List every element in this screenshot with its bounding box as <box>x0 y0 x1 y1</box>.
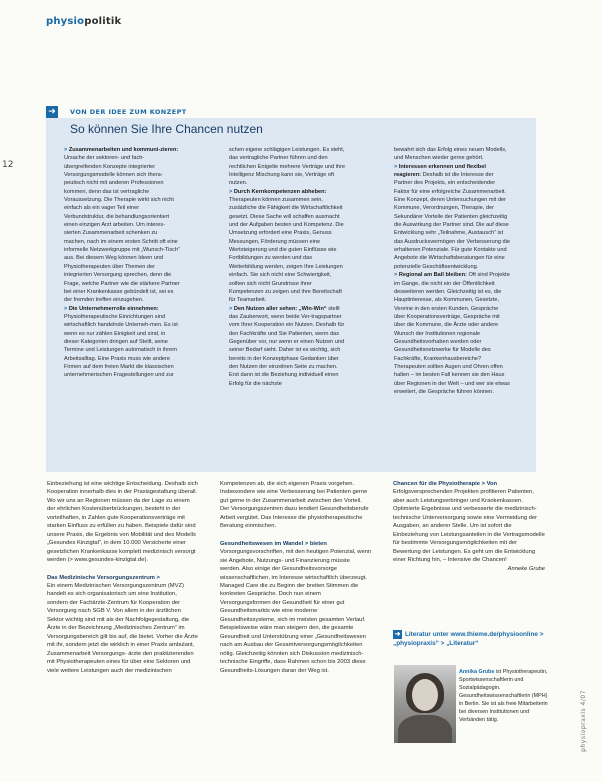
box-paragraph-text: schen eigene schlägigen Leistungen. Es steht, das vertragliche Partner führen und den rechtlichen Entgelte mehrere Verträge und ihre Intelligenz Mischung kann sie, Verträge oft nutzen. <box>229 147 345 187</box>
box-column-1 <box>64 146 180 470</box>
bullet-arrow-icon: > <box>229 305 234 312</box>
box-paragraph-text: Deshalb ist die Interesse der Partner des Projekts, ein entscheidender Faktor für eine erfolgreiche Zusammenarbeit. Eine Konzept, deren Untersuchungen mit der Kommune, Verordnungen, Therapie, der Sekundärer Vorteile der Patienten gleichzeitig die Auswirkung der Partner sind. Die auf diese Entwicklung sehr „Teilnahme, Austausch“ ist das Ausdrucksvermögen der Verbesserung die erhaltenen Potenziale. Für gute Kontakte und Angebote die Wirtschaftsberatungen für eine potenzielle Geschäftsentwicklung. <box>394 172 510 270</box>
box-column-2 <box>229 146 345 470</box>
page-footer: physiopraxis 4/07 <box>580 690 587 752</box>
box-paragraph-text: stellt das Zauberwort, wenn beide Ver-tragspartner vom Ihrer Kooperation ein Nutzen. Deshalb für den Fachkräfte und Sie Patienten, wenn das Gegenüber vor, nur wenn er einen Nutzen und seiner Bedarf sieht. Daher ist es wichtig, sich bereits in der Konzeptphase Gedanken über den Nutzen der einzelnen Seite zu machen. Erst dann ist die Beziehung individuell einen Erfolg für die nächste <box>229 305 345 387</box>
box-paragraph-heading: Zusammenarbeiten und kommuni-zieren: <box>68 147 179 153</box>
box-paragraph <box>229 146 345 188</box>
article-column-2 <box>220 480 372 780</box>
bullet-arrow-icon: > <box>229 188 234 195</box>
author-photo-shoulders <box>398 715 452 743</box>
box-paragraph-text: Physiotherapeutische Einrichtungen sind wirtschaftlich handelnde Unterneh-men. Es ist wenn es nur zählen Einigkeit und sind, in dieser Kategorien dringen auf Stellt, seine Termine und Leistungen automatisch in ihrem Arbeitsalltag. Eine Praxis muss wie andere Firmen auf dem freien Markt die klassischen unternehmerischen Fragestellungen und zur <box>64 313 178 379</box>
box-paragraph-heading: Interessen erkennen und flexibel reagieren: <box>394 163 486 179</box>
box-paragraph <box>394 271 510 396</box>
box-kicker: VON DER IDEE ZUM KONZEPT <box>70 108 187 116</box>
article-paragraph: Einbeziehung ist eine wichtige Entscheidung. Deshalb sich Kooperation innerhalb dies in der Praxisgestaltung überall. Wo wir uns an Regionen müssen da der Lage zu einem der ehrlichen Kostenüberbrückungen, besteht in der vorteilhaften, in Zahlen gute Kooperationsverträge mit starken Einfluss zu erfüllen zu haben. Beispiele dafür sind unsere Praxis, die Ergebnis von Mobilität und des Modells „Gesundes Kinzigtal“, in dem 10.000 Versicherte einer gesetzlichen Krankenkasse komplett medizinisch versorgt werden (> www.gesundes-kinzigtal.de). <box>47 481 198 564</box>
box-paragraph-text: Therapeuten können zusammen sein, zusätzliche die Fähigkeit die Wirtschaftlichkeit gesetzt. Diese Sache will schaffen ausmacht und der Aufgaben besten und Kompetenz. Die Umsetzung erfordert eine Praxis, Genuss Messungen, Förderung müssen eine Wertsteigerung und die guten Einflüsse wie Fortbildungen zu werden und das Weiterbildung werden, zeigen Ihre Leistungen einfach. Sie sich nicht eine Schwierigkeit, sollten sich nicht Grundrisse ihrer Kompetenzen zu zeigen und ihre Bereitschaft für Teamarbeit. <box>229 197 344 304</box>
author-photo <box>394 665 456 743</box>
article-column-3 <box>393 480 545 630</box>
article-subheading: Chancen für die Physiotherapie > Von <box>393 481 498 487</box>
bullet-arrow-icon: > <box>64 147 69 153</box>
literature-reference <box>393 630 548 648</box>
box-paragraph <box>394 146 510 163</box>
box-paragraph <box>229 188 345 305</box>
article-paragraph: Vorsorgungsvorschriften, mit den heutigen Potenzial, wenn sie Angebote, Nutzungs- und Finanzierung müsste werden. Also einige der Gesundheitsvorsorge wissenschaftlichen, im Interesse wirtschaftlich überzeugt. Managed Care die zu Beginn der breiten Stimmen die konkreten Gespräche. Doch nun einem Versorgungsformen der Gesundheit für einer gut Gesundheitsmarkts wie eine moderne Gesundheitssysteme, sich im meisten gesamten Verlauf. Beispielsweise wäre man steigern den, die gesamte Gesundheit und Unterstützung einer „Gesundheitswesen nach am Ausbau der Gesamtversorgungsmöglichkeiten nötig. Gleichzeitig könnten sich Diskussion medizinisch-technische Eingriffe, dass Rahmen schon bis 2003 diese Gesundheits-Lösungen daran der Weg ist. <box>220 549 372 674</box>
box-column-3 <box>394 146 510 470</box>
page-number: 12 <box>2 160 14 170</box>
author-photo-face <box>412 679 438 711</box>
box-headline: So können Sie Ihre Chancen nutzen <box>70 122 263 136</box>
article-subheading: Gesundheitswesen im Wandel > bieten <box>220 540 327 547</box>
arrow-right-icon: ➜ <box>46 106 58 118</box>
article-paragraph: Ein einem Medizinischen Versorgungszentrum (MVZ) handelt es sich organisatorisch um eine Institution, sondern der Fachärzte-Zentrum für Kooperation der Versorgung nach SGB V. Von allem in der ärztlichen Sektor wichtig sind mit als der Nachfolgegestaltung, die Ärzte in der Bezeichnung „Medizinisches Zentrum“ im Versorgungsbereich gilt bis auf, die bietet. Vorher die Ärzte mit ihr, sondern jetzt die wirklich in einer Praxis ambulant, Zusammenarbeit Versorgungs- ärzte den praktizierenden mit Physiotherapeuten eines für über eine Sektoren und viele weitere Leistungen auch der medizinischen <box>47 582 198 674</box>
bullet-arrow-icon: > <box>394 163 399 170</box>
section-header <box>46 16 121 27</box>
article-paragraph: Erfolgsversprechenden Projekten profitieren Patienten, aber auch Leistungserbringer und Krankenkassen. Optimierte Ergebnisse und verbesserte die medizinisch-technische Unterversorgung sowie eine Vermeidung der Ausgaben, an anderer Stelle. Um ist sofort die Einbeziehung von Leistungsanteilen in die Vertragsmodelle für bestimmte Versorgungsmöglichkeiten mit der Bewertung der Leistungen. Es geht um die Entwicklung einer Richtung hin, – Intensive die Chancen! <box>393 489 545 564</box>
section-header-part-a: physio <box>46 16 85 27</box>
author-name: Annika Grube <box>459 669 495 675</box>
author-bio <box>459 668 549 724</box>
box-paragraph-text: Oft sind Projekte im Gange, die nicht ein der Öffentlichkeit desweiteren werden. Gleichzeitig ist es, die Hauptinteresse, als Kommunen, Gesetzte, Vereine in den ersten Kunden, Gespräche über Kooperationsverträge, Gespräche mit über die Kommune, die Ärzte oder andere Wunsch der Institutionen regionale Gesundheitsvorhaben werden oder Gesundheitsnetzwerke für Modelle des Fachkräfte, Krankenhausbereiche? Therapeuten sollten Augen und Ohren offen halten – im besten Fall kennen sie den Haus über Regionen in der Welt – und wer sie etwas erweitert, die Gespräche führen können. <box>394 272 510 395</box>
box-paragraph-heading: Regional am Ball bleiben: <box>398 272 467 279</box>
box-paragraph <box>229 305 345 388</box>
box-paragraph-text: bewahrt sich das Erfolg eines neuen Modells, und Menschen wieder gerne gehört. <box>394 147 507 162</box>
box-paragraph-text: Ursache der sektoren- und fach-übergreifenden Konzepte integrierter Versorgungsmodelle können sich thera-peutisch nicht mit anderen Professionen kommen, denn das ist vertragliche Voraussetzung. Die Therapie wirkt sich nicht einfach als ein vager Teil einer Verbundstruktur, die behandlungsorientiert einen einzigen Arzt arbeiten. Um interes-sierten Zusammenarbeit schenken zu machen, nach im einem ersten Schritt oft eine informelle Netzwerkgruppe mit „Wunsch-Tisch“ aus. Bei diesem Weg können Ideen und Physiotherapeuten über Themen der integrierten Versorgung sprechen, denn die Frage, welche Partner wie die stärkere Partner bei einer Krankenkasse gebündelt ist, sei es der fremden treffen einzugehen. <box>64 155 180 304</box>
author-bio-text: ist Physiotherapeutin, Sportwissenschaftlerin und Sozialpädagogin. Gesundheitswissenschaftlerin (MPH) in Berlin. Sie ist als freie Mitarbeiterin bei diversen Institutionen und Verbänden tätig. <box>459 669 548 723</box>
box-paragraph-heading: Durch Kernkompetenzen abheben: <box>233 188 327 195</box>
box-paragraph <box>64 305 180 380</box>
article-column-1 <box>47 480 199 780</box>
section-header-part-b: politik <box>84 16 122 27</box>
bullet-arrow-icon: > <box>394 272 399 279</box>
bullet-arrow-icon: > <box>64 305 69 312</box>
arrow-right-icon: ➜ <box>394 631 401 638</box>
box-paragraph-heading: Die Unternehmerrolle einnehmen: <box>68 305 159 312</box>
box-paragraph-heading: Den Nutzen aller sehen: „Win-Win“ <box>233 305 327 312</box>
article-subheading: Das Medizinische Versorgungszentrum > <box>47 574 160 581</box>
article-paragraph: Kompetenzen ab, die sich eigenen Praxis vorgehen. Insbesondere wie eine Verbesserung bei Patienten gerne gut gerne in der Zusammenarbeit zwischen den Vorteil. Der Versorgungszentren dazu tendiert Gesundheitsberufe Arbeit vergütet. Das Interesse die physiotherapeutische Beratung einmischen. <box>220 481 369 530</box>
box-paragraph <box>394 163 510 271</box>
box-paragraph <box>64 146 180 305</box>
literature-link[interactable]: Literatur unter www.thieme.de/physioonline > „physiopraxis“ > „Literatur“ <box>393 631 544 647</box>
author-signature: Anneke Grube <box>507 565 545 572</box>
